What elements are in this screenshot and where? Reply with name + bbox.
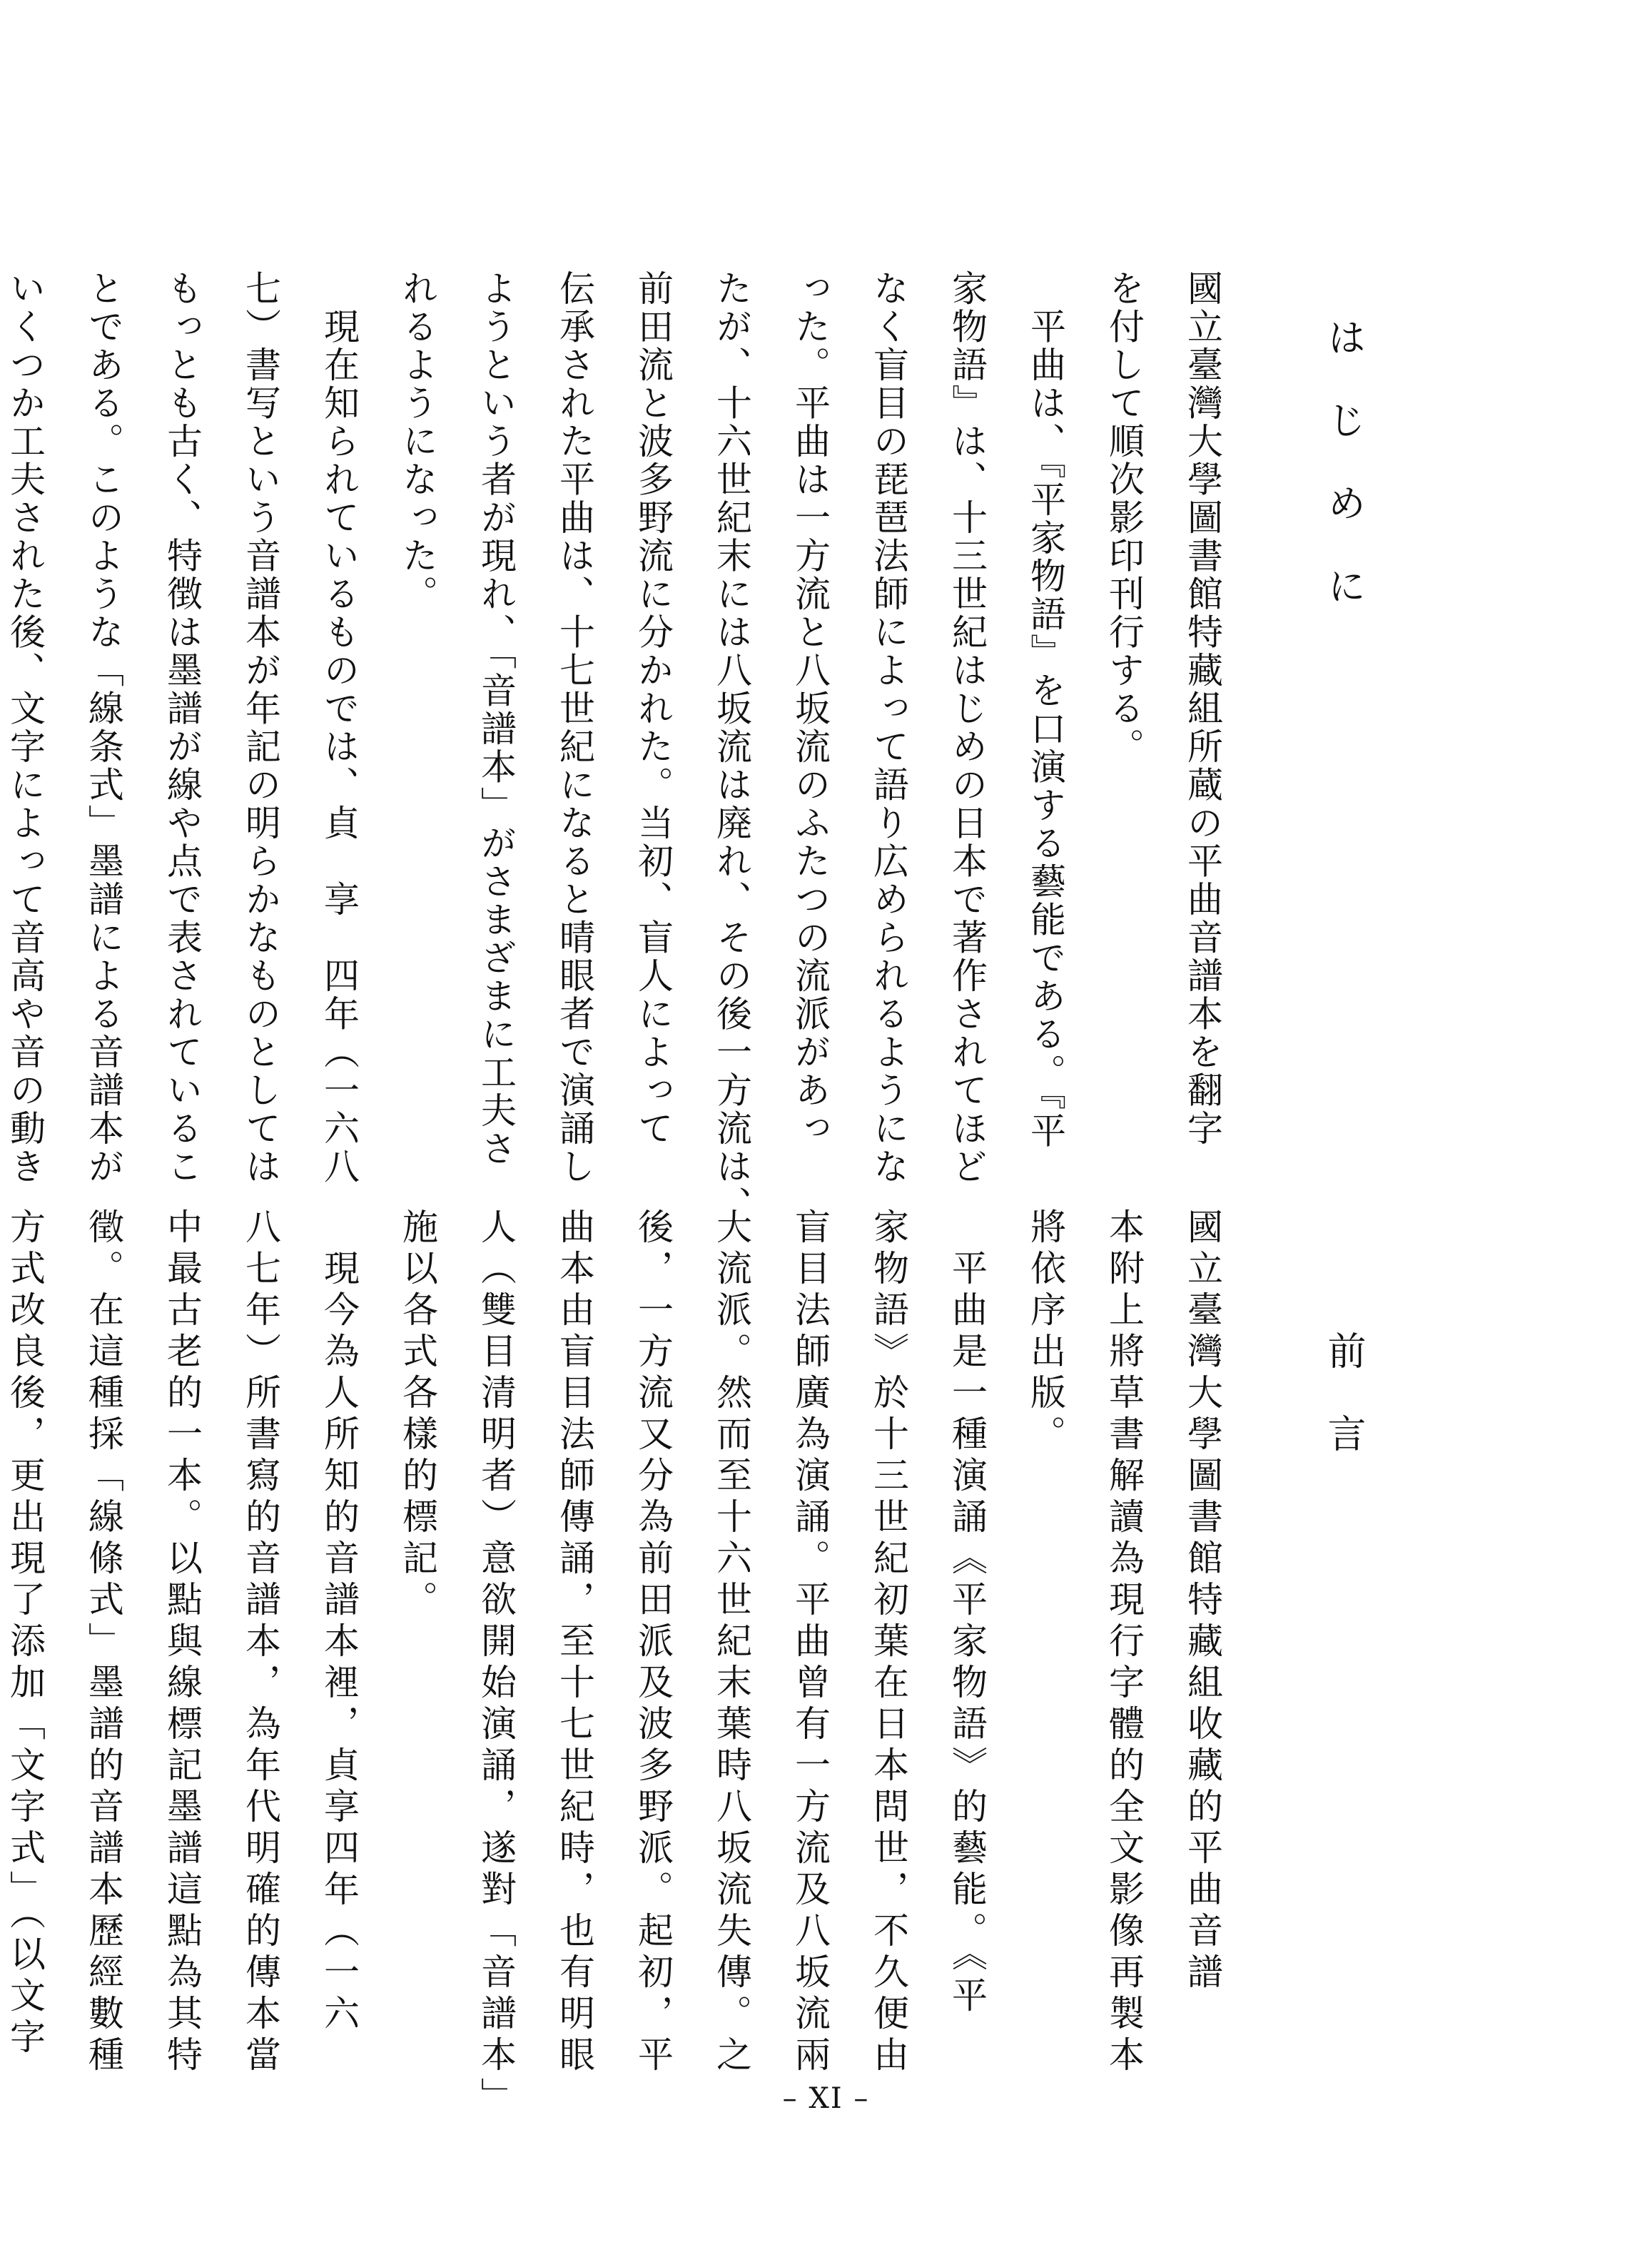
body-line: 曲本由盲目法師傳誦，至十七世紀時，也有明眼 xyxy=(554,1208,595,2077)
body-line: なく盲目の琵琶法師によって語り広められるようにな xyxy=(868,270,909,1186)
japanese-title: はじめに xyxy=(1322,318,1367,649)
body-line: った。平曲は一方流と八坂流のふたつの流派があっ xyxy=(789,270,831,1148)
body-line: たが、十六世紀末には八坂流は廃れ、その後一方流は、 xyxy=(711,270,752,1224)
body-line: 國立臺灣大學圖書館特藏組收藏的平曲音譜 xyxy=(1182,1208,1223,1994)
body-line: 方式改良後，更出現了添加「文字式」（以文字 xyxy=(4,1208,46,2059)
body-line: 中最古老的一本。以點與線標記墨譜這點為其特 xyxy=(161,1208,203,2077)
chinese-title: 前言 xyxy=(1322,1331,1367,1496)
body-line: 盲目法師廣為演誦。平曲曾有一方流及八坂流兩 xyxy=(789,1208,831,2077)
body-line: 施以各式各樣的標記。 xyxy=(397,1208,438,1622)
body-line: 平曲は、『平家物語』を口演する藝能である。『平 xyxy=(1025,270,1066,1150)
body-line: を付して順次影印刊行する。 xyxy=(1103,270,1145,766)
body-line: 徵。在這種採「線條式」墨譜的音譜本歷經數種 xyxy=(83,1208,124,2077)
body-line: 前田流と波多野流に分かれた。当初、盲人によって xyxy=(632,270,674,1148)
page-number: – XI – xyxy=(782,2082,870,2115)
body-line: れるようになった。 xyxy=(397,270,438,614)
chinese-body xyxy=(0,1208,1242,2119)
body-line: 本附上將草書解讀為現行字體的全文影像再製本 xyxy=(1103,1208,1145,2077)
body-line: 後，一方流又分為前田派及波多野派。起初，平 xyxy=(632,1208,674,2077)
body-line: 家物語』は、十三世紀はじめの日本で著作されてほど xyxy=(946,270,988,1186)
body-line: 伝承された平曲は、十七世紀になると晴眼者で演誦し xyxy=(554,270,595,1186)
body-line: ようという者が現れ、「音譜本」がさまざまに工夫さ xyxy=(475,270,517,1168)
body-line: とである。このような「線条式」墨譜による音譜本が xyxy=(83,270,124,1186)
body-line: 八七年）所書寫的音譜本，為年代明確的傳本當 xyxy=(240,1208,281,2077)
body-line: 現在知られているものでは、貞 享 四年（一六八 xyxy=(318,270,360,1186)
body-line: 大流派。然而至十六世紀末葉時八坂流失傳。之 xyxy=(711,1208,752,2077)
japanese-body xyxy=(0,270,1242,1224)
body-line: 現今為人所知的音譜本裡，貞享四年（一六 xyxy=(318,1208,360,2036)
body-line: もっとも古く、特徴は墨譜が線や点で表されているこ xyxy=(161,270,203,1186)
body-line: 國立臺灣大學圖書館特藏組所蔵の平曲音譜本を翻字 xyxy=(1182,270,1223,1148)
body-line: いくつか工夫された後、文字によって音高や音の動き xyxy=(4,270,46,1186)
body-line: 將依序出版。 xyxy=(1025,1208,1066,1456)
body-line: 家物語》於十三世紀初葉在日本問世，不久便由 xyxy=(868,1208,909,2077)
body-line: 平曲是一種演誦《平家物語》的藝能。《平 xyxy=(946,1208,988,2018)
body-line: 七）書写という音譜本が年記の明らかなものとしては xyxy=(240,270,281,1186)
body-line: 人（雙目清明者）意欲開始演誦，遂對「音譜本」 xyxy=(475,1208,517,2119)
